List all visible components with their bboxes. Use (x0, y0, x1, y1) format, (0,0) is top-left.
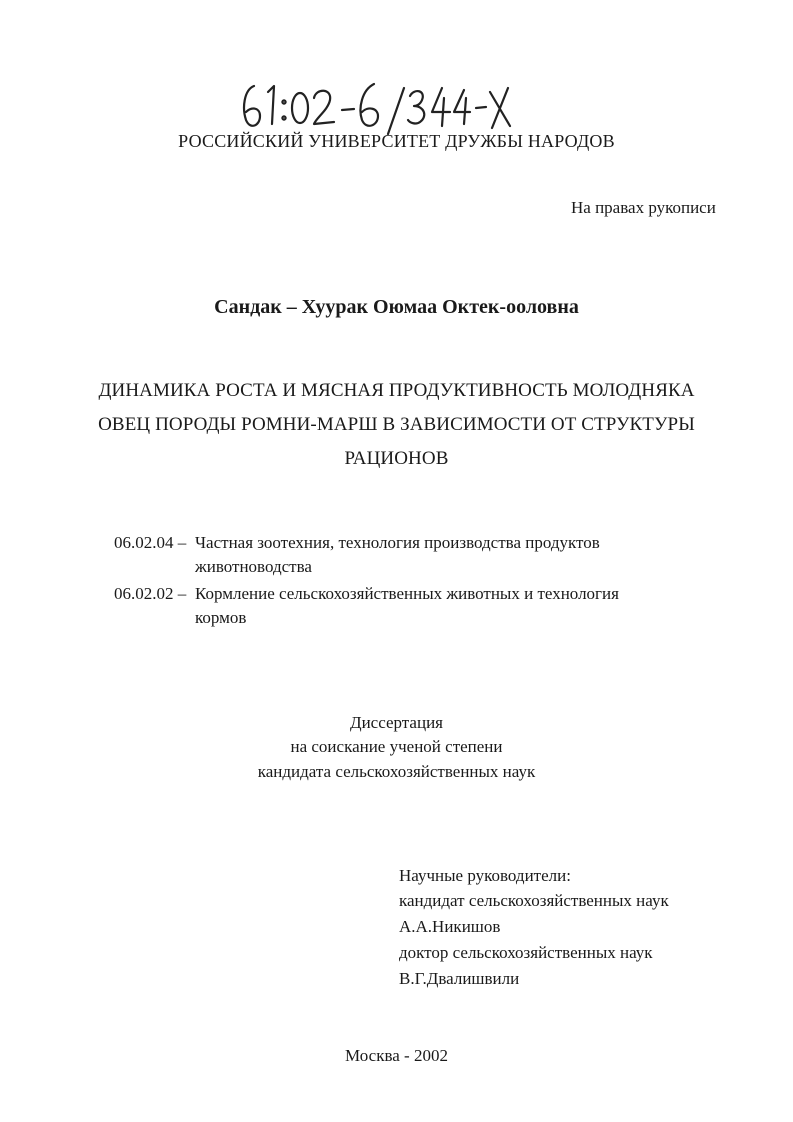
degree-purpose: на соискание ученой степени (290, 737, 503, 756)
supervisor-name: В.Г.Двалишвили (399, 969, 520, 988)
supervisor-name: А.А.Никишов (399, 917, 501, 936)
supervisor-degree: доктор сельскохозяйственных наук (399, 943, 653, 962)
supervisors-heading: Научные руководители: (399, 866, 571, 885)
author-name: Сандак – Хуурак Оюмаа Октек-ооловна (214, 296, 579, 318)
specialty-name: Кормление сельскохозяйственных животных и технология (195, 584, 619, 603)
specialty-name: Частная зоотехния, технология производства продуктов (195, 533, 600, 552)
dissertation-title-line: ДИНАМИКА РОСТА И МЯСНАЯ ПРОДУКТИВНОСТЬ МОЛОДНЯКА (98, 380, 695, 401)
supervisor-degree: кандидат сельскохозяйственных наук (399, 891, 669, 910)
university-name: РОССИЙСКИЙ УНИВЕРСИТЕТ ДРУЖБЫ НАРОДОВ (178, 131, 615, 151)
dissertation-label: Диссертация (349, 713, 443, 732)
specialty-name-continued: кормов (195, 608, 247, 627)
specialty-code: 06.02.02 – (114, 584, 187, 603)
specialty-code: 06.02.04 – (114, 533, 187, 552)
dissertation-title-line: ОВЕЦ ПОРОДЫ РОМНИ-МАРШ В ЗАВИСИМОСТИ ОТ СТРУКТУРЫ (98, 414, 695, 435)
degree-name: кандидата сельскохозяйственных наук (257, 762, 536, 781)
specialty-name-continued: животноводства (195, 557, 312, 576)
dissertation-title-line: РАЦИОНОВ (344, 448, 449, 469)
city-and-year: Москва - 2002 (345, 1046, 448, 1065)
manuscript-rights-note: На правах рукописи (571, 198, 716, 217)
